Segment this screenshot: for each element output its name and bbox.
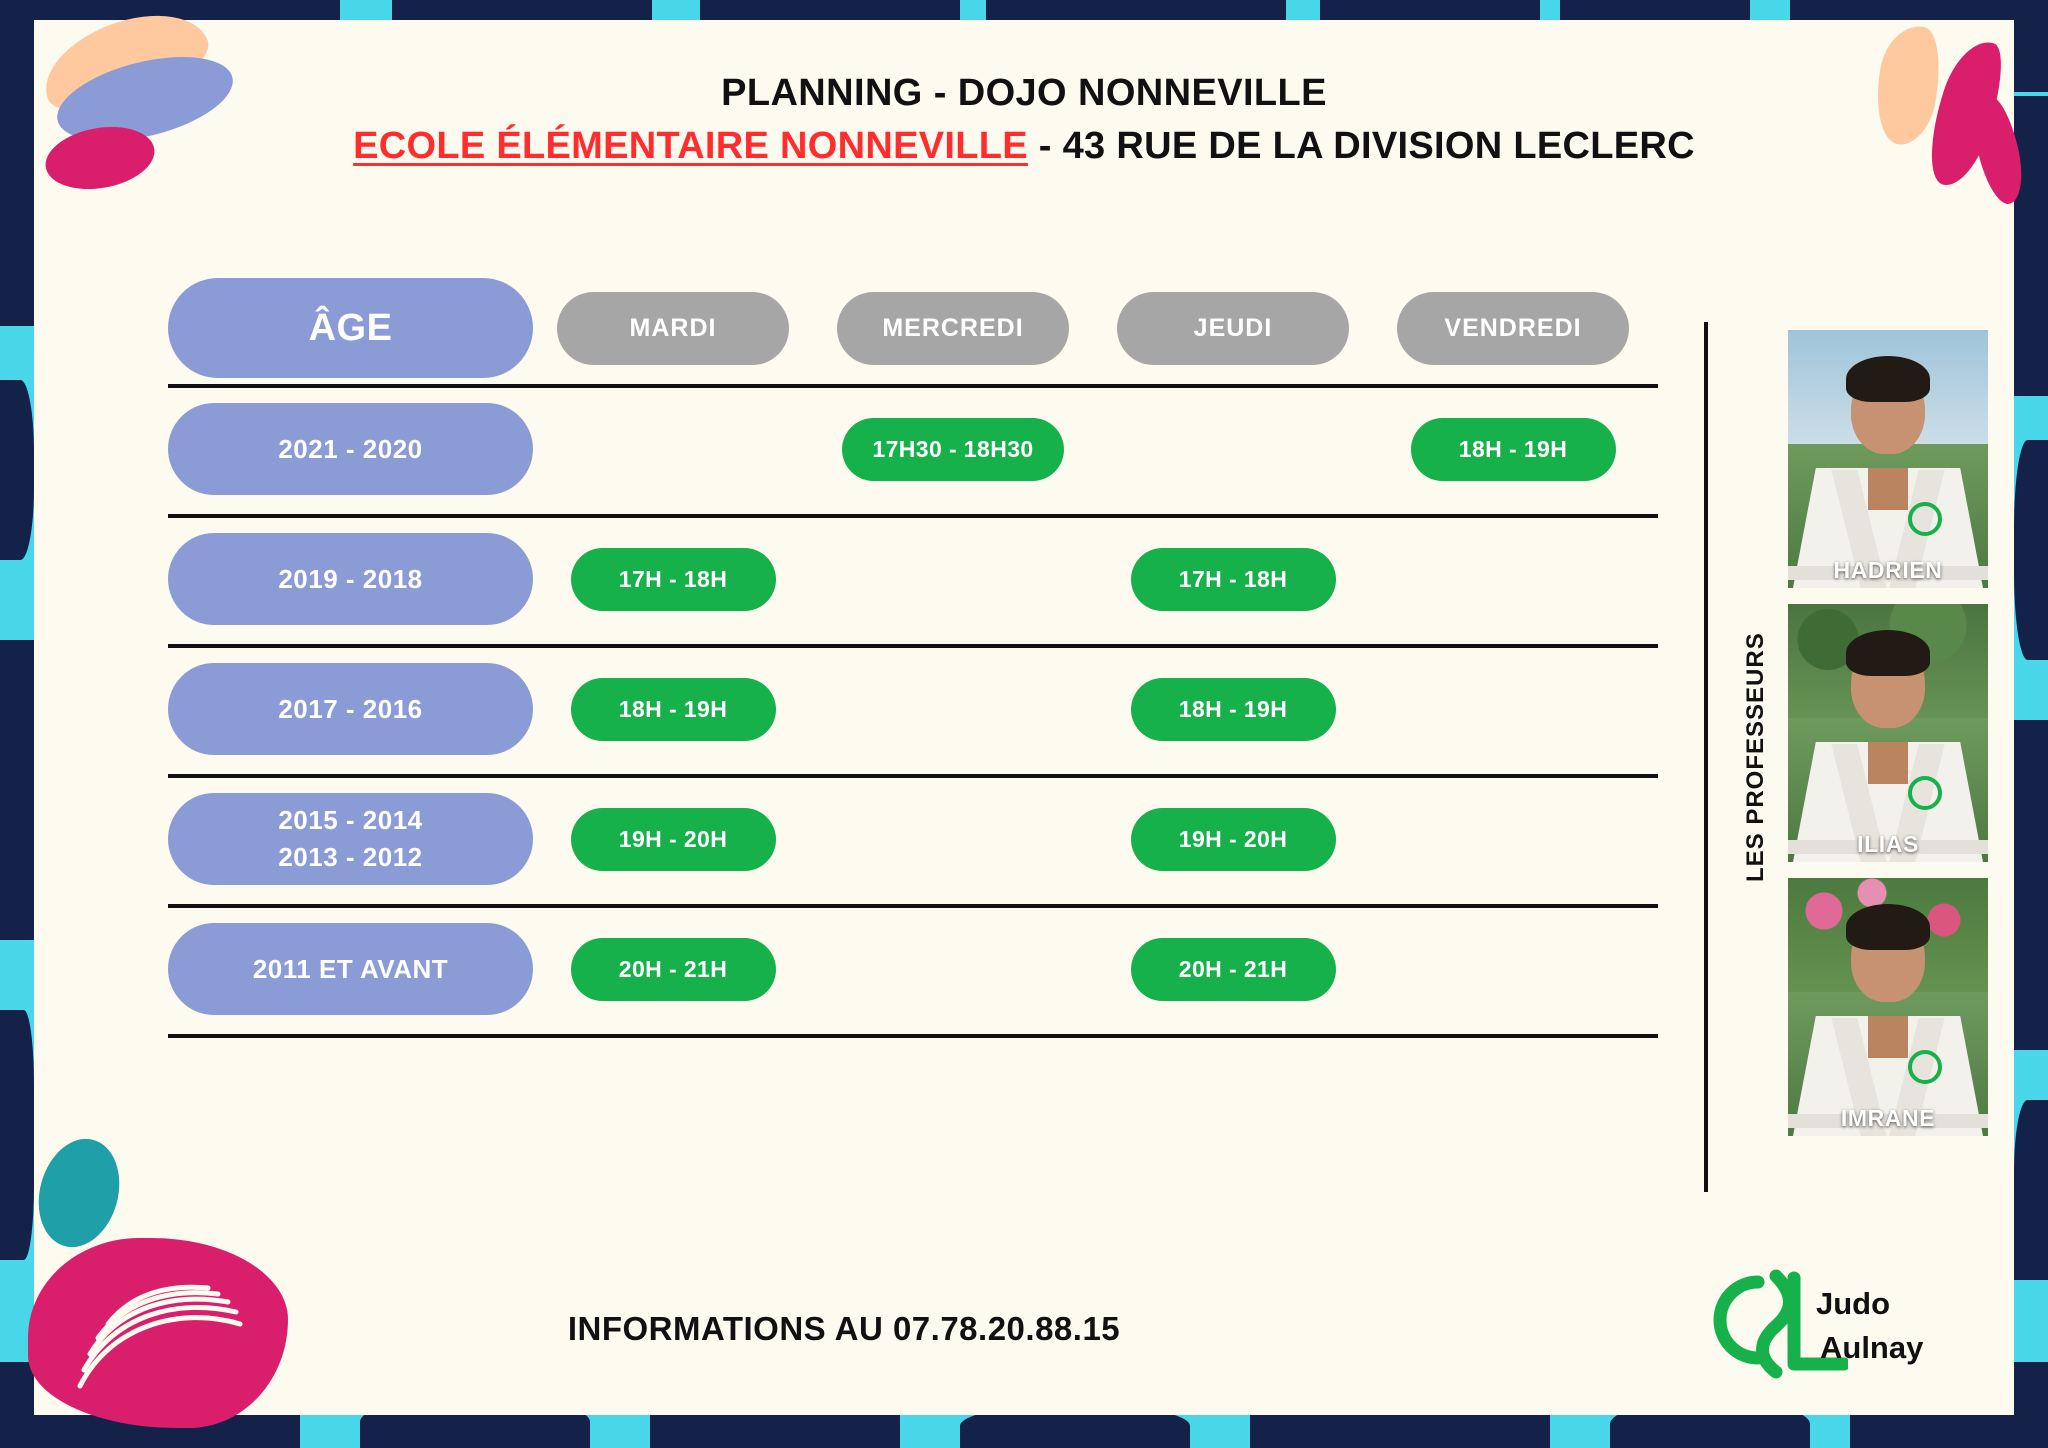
slot-cell-mardi [533,938,813,1001]
teacher-photo [1788,878,1988,1136]
slot-cell-mardi [533,548,813,611]
logo-line-1: Judo [1816,1286,1891,1321]
day-header-mercredi [813,292,1093,365]
age-column-header [168,278,533,378]
page-title: PLANNING - DOJO NONNEVILLE [721,72,1327,114]
table-row [168,384,1668,514]
time-slot: 17H30 - 18H30 [842,418,1064,481]
border-shape [0,1010,34,1260]
teachers-panel [1704,330,1988,1192]
teacher-photo-list [1788,330,1988,1136]
time-slot: 18H - 19H [1411,418,1616,481]
day-header-label: VENDREDI [1397,292,1629,365]
school-name: ECOLE ÉLÉMENTAIRE NONNEVILLE [353,125,1028,167]
slot-cell-jeudi [1093,938,1373,1001]
school-address: - 43 RUE DE LA DIVISION LECLERC [1027,125,1695,167]
age-group-pill [168,403,533,495]
slot-cell-vendredi [1373,418,1653,481]
row-divider [168,774,1658,778]
border-shape [2014,440,2048,660]
age-column-header-label: ÂGE [308,306,393,349]
border-shape [2014,720,2048,1050]
row-divider [168,514,1658,518]
age-group-label-2: 2013 - 2012 [278,842,423,872]
club-logo [1698,1260,1968,1390]
time-slot: 17H - 18H [1131,548,1336,611]
day-header-label: MERCREDI [837,292,1069,365]
slot-cell-jeudi [1093,548,1373,611]
teacher-name: ILIAS [1857,831,1919,857]
slot-cell-mercredi [813,418,1093,481]
time-slot: 19H - 20H [571,808,776,871]
contact-info: INFORMATIONS AU 07.78.20.88.15 [567,1310,1121,1347]
row-divider [168,1034,1658,1038]
table-header-row [168,272,1668,384]
border-shape [2014,1100,2048,1280]
age-group-label: 2019 - 2018 [278,563,423,594]
teacher-photo [1788,604,1988,862]
time-slot: 17H - 18H [571,548,776,611]
row-divider [168,384,1658,388]
age-group-pill [168,533,533,625]
row-divider [168,904,1658,908]
teacher-name: HADRIEN [1833,557,1943,583]
age-group-pill [168,923,533,1015]
schedule-table [168,272,1668,1034]
slot-cell-jeudi [1093,678,1373,741]
table-row [168,774,1668,904]
day-header-mardi [533,292,813,365]
table-row [168,644,1668,774]
day-header-label: JEUDI [1117,292,1349,365]
teachers-divider [1704,322,1708,1192]
age-group-label: 2021 - 2020 [278,433,423,464]
day-header-label: MARDI [557,292,789,365]
time-slot: 19H - 20H [1131,808,1336,871]
age-group-pill [168,663,533,755]
table-row [168,514,1668,644]
time-slot: 20H - 21H [571,938,776,1001]
poster-header [0,72,2048,168]
page-subtitle [0,125,2048,168]
age-group-label: 2011 ET AVANT [252,953,449,984]
slot-cell-mardi [533,808,813,871]
teachers-label: LES PROFESSEURS [1742,632,1769,882]
teacher-name: IMRANE [1840,1105,1936,1131]
time-slot: 18H - 19H [1131,678,1336,741]
logo-text [1816,1282,1923,1370]
teacher-photo [1788,330,1988,588]
table-row [168,904,1668,1034]
age-group-label: 2015 - 2014 [278,805,423,835]
time-slot: 20H - 21H [1131,938,1336,1001]
border-shape [0,380,34,560]
age-group-pill [168,793,533,885]
slot-cell-jeudi [1093,808,1373,871]
slot-cell-mardi [533,678,813,741]
logo-line-2: Aulnay [1820,1330,1924,1365]
row-divider [168,644,1658,648]
age-group-label: 2017 - 2016 [278,693,423,724]
day-header-jeudi [1093,292,1373,365]
day-header-vendredi [1373,292,1653,365]
time-slot: 18H - 19H [571,678,776,741]
border-shape [0,640,34,940]
